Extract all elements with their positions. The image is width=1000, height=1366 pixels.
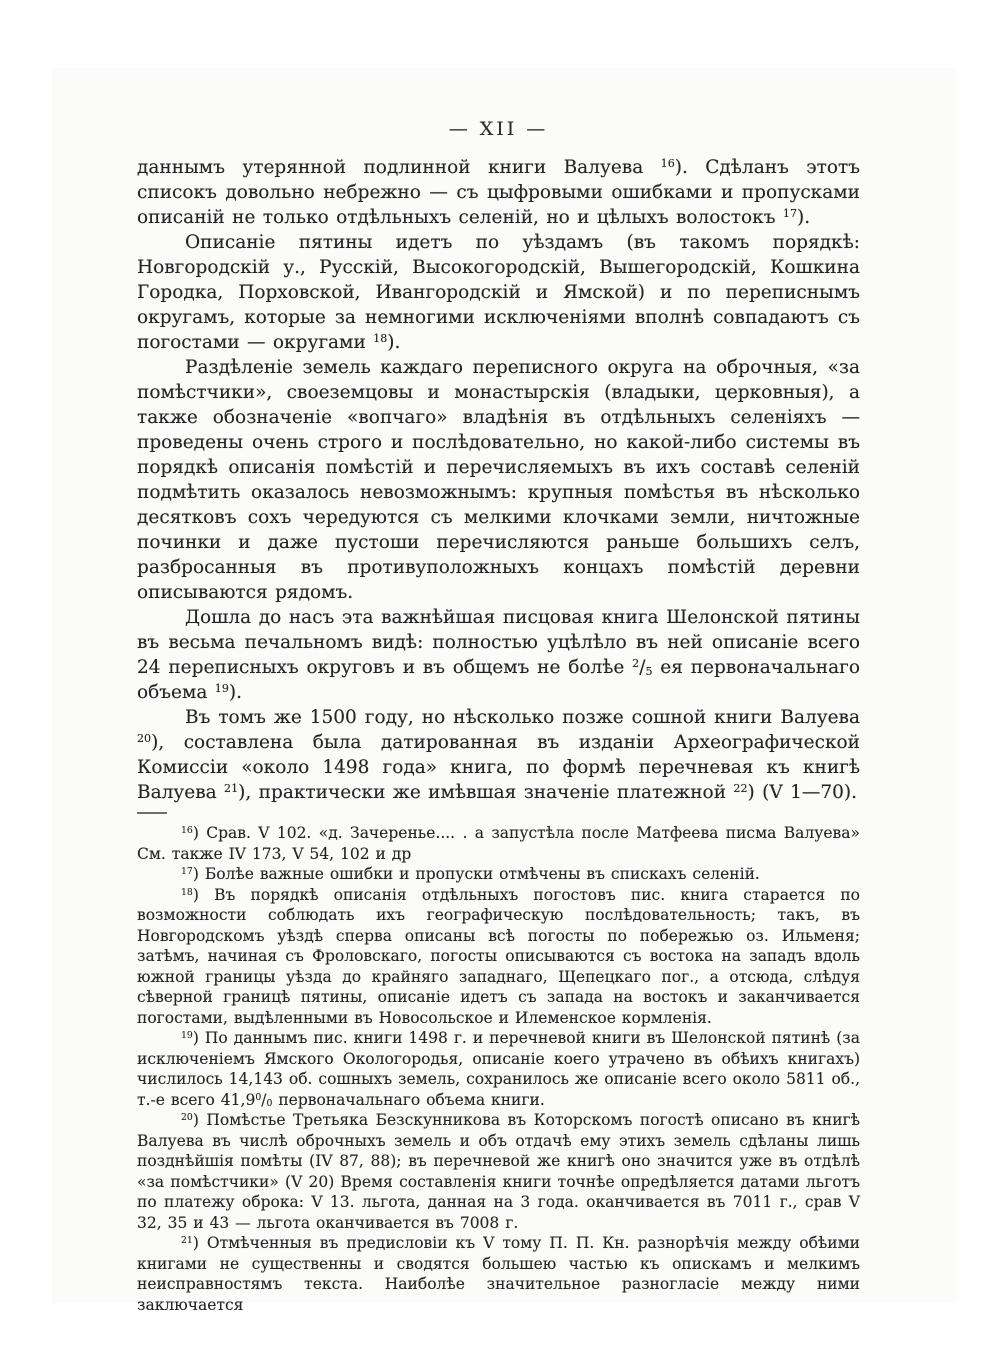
- superscript-mark: 17: [782, 207, 798, 221]
- footnote-paragraph: $^{17}$) Болѣе важные ошибки и пропуски отмѣчены въ спискахъ селеній.: [181, 865, 760, 883]
- superscript-mark: 20: [181, 1112, 193, 1124]
- footnote-paragraph: $^{18}$) Въ порядкѣ описанія отдѣльныхъ погостовъ пис. книга старается по возможности соблюдать ихъ географическую послѣдовательность; такъ, въ Новгородскомъ уѣздѣ сперва описаны всѣ погосты по побережью оз. Ильменя; затѣмъ, начиная съ Фроловскаго, погосты описываются съ востока на западъ вдоль южной границы уѣзда до крайняго западнаго, Щепецкаго пог., а отсюда, слѣдуя сѣверной границѣ пятины, описаніе идетъ съ запада на востокъ и заканчивается погостами, выдѣленными въ Новосольское и Илеменское кормленія.: [137, 885, 860, 1027]
- main-paragraph: Описаніе пятины идетъ по уѣздамъ (въ такомъ порядкѣ: Новгородскій у., Русскій, Высокогородскій, Вышегородскій, Кошкина Городка, Порховской, Ивангородскій и Ямской) и по переписнымъ округамъ, которые за немногими исключеніями вполнѣ совпадаютъ съ погостами — округами $^{18}$).: [137, 232, 860, 353]
- footnote-paragraph: $^{19}$) По даннымъ пис. книги 1498 г. и перечневой книги въ Шелонской пятинѣ (за исключеніемъ Ямского Окологородья, описаніе коего утрачено въ обѣихъ книгахъ) числилось 14,143 об. сошныхъ земель, сохранилось же описаніе всего около 5811 об., т.-е всего $41,9^0/_0$ первоначальнаго объема книги.: [137, 1029, 860, 1110]
- footnote-paragraph: $^{21}$) Отмѣченныя въ предисловіи къ V тому П. П. Кн. разнорѣчія между обѣими книгами не существенны и сводятся большею частью къ опискамъ и мелкимъ неисправностямъ текста. Наиболѣе значительное разногласіе между ними заключается: [137, 1234, 860, 1314]
- footnote-paragraph: $^{20}$) Помѣстье Третьяка Безскунникова въ Которскомъ погостѣ описано въ книгѣ Валуева въ числѣ оброчныхъ земель и объ отдачѣ ему этихъ земель сдѣланы лишь позднѣйшія помѣты (IV 87, 88); въ перечневой же книгѣ оно значится уже въ отдѣлѣ «за помѣстчики» (V 20) Время составленія книги точнѣе опредѣляется датами льготъ по платежу оброка: V 13. льгота, данная на 3 года. оканчивается въ 7011 г., срав V 32, 35 и 43 — льгота оканчивается въ 7008 г.: [137, 1111, 860, 1232]
- main-paragraph: Раздѣленіе земель каждаго переписного округа на оброчныя, «за помѣстчики», своеземцовы и монастырскія (владыки, церковныя), а также обозначеніе «вопчаго» владѣнія въ отдѣльныхъ селеніяхъ — проведены очень строго и послѣдовательно, но какой-либо системы въ порядкѣ описанія помѣстій и перечисляемыхъ въ ихъ составѣ селеній подмѣтить оказалось невозможнымъ: крупныя помѣстья въ нѣсколько десятковъ сохъ чередуются съ мелкими клочками земли, ничтожные починки и даже пустоши перечисляются раньше большихъ селъ, разбросанныя въ противуположныхъ концахъ помѣстій деревни описываются рядомъ.: [137, 357, 860, 603]
- main-paragraph: Дошла до насъ эта важнѣйшая писцовая книга Шелонской пятины въ весьма печальномъ видѣ: полностью уцѣлѣло въ ней описаніе всего 24 переписныхъ округовъ и въ общемъ не болѣе $^2/_5$ ея первоначальнаго объема $^{19}$).: [137, 607, 860, 703]
- superscript-mark: 19: [214, 682, 229, 696]
- superscript-mark: 17: [181, 866, 193, 878]
- superscript-mark: 18: [181, 886, 193, 898]
- superscript-mark: 21: [181, 1235, 193, 1247]
- main-paragraph: даннымъ утерянной подлинной книги Валуева $^{16}$). Сдѣланъ этотъ списокъ довольно небрежно — съ цыфровыми ошибками и пропусками описаній не только отдѣльныхъ селеній, но и цѣлыхъ волостокъ $^{17}$).: [137, 157, 860, 228]
- footnotes-block: [137, 823, 860, 1315]
- footnote-paragraph: $^{16}$) Срав. V 102. «д. Зачеренье.... . а запустѣла после Матфеева писма Валуева» См. также IV 173, V 54, 102 и др: [137, 824, 860, 863]
- superscript-mark: 22: [733, 782, 748, 796]
- superscript-mark: 2: [632, 657, 640, 671]
- main-text-block: [137, 155, 860, 805]
- text-block: [137, 118, 860, 1315]
- superscript-mark: 16: [660, 157, 675, 171]
- subscript-mark: 0: [266, 1098, 273, 1110]
- main-paragraph: Въ томъ же 1500 году, но нѣсколько позже сошной книги Валуева $^{20}$), составлена была датированная въ изданіи Археографической Комиссіи «около 1498 года» книга, по формѣ перечневая къ книгѣ Валуева $^{21}$), практически же имѣвшая значеніе платежной $^{22}$) (V 1—70).: [137, 707, 860, 803]
- subscript-mark: 5: [645, 664, 653, 678]
- footnote-separator: [137, 812, 167, 814]
- superscript-mark: 20: [137, 732, 152, 746]
- superscript-mark: 19: [181, 1030, 193, 1042]
- superscript-mark: 21: [224, 782, 239, 796]
- superscript-mark: 18: [373, 332, 388, 346]
- superscript-mark: 0: [255, 1091, 262, 1103]
- superscript-mark: 16: [181, 825, 193, 837]
- page-number: — XII —: [448, 118, 549, 140]
